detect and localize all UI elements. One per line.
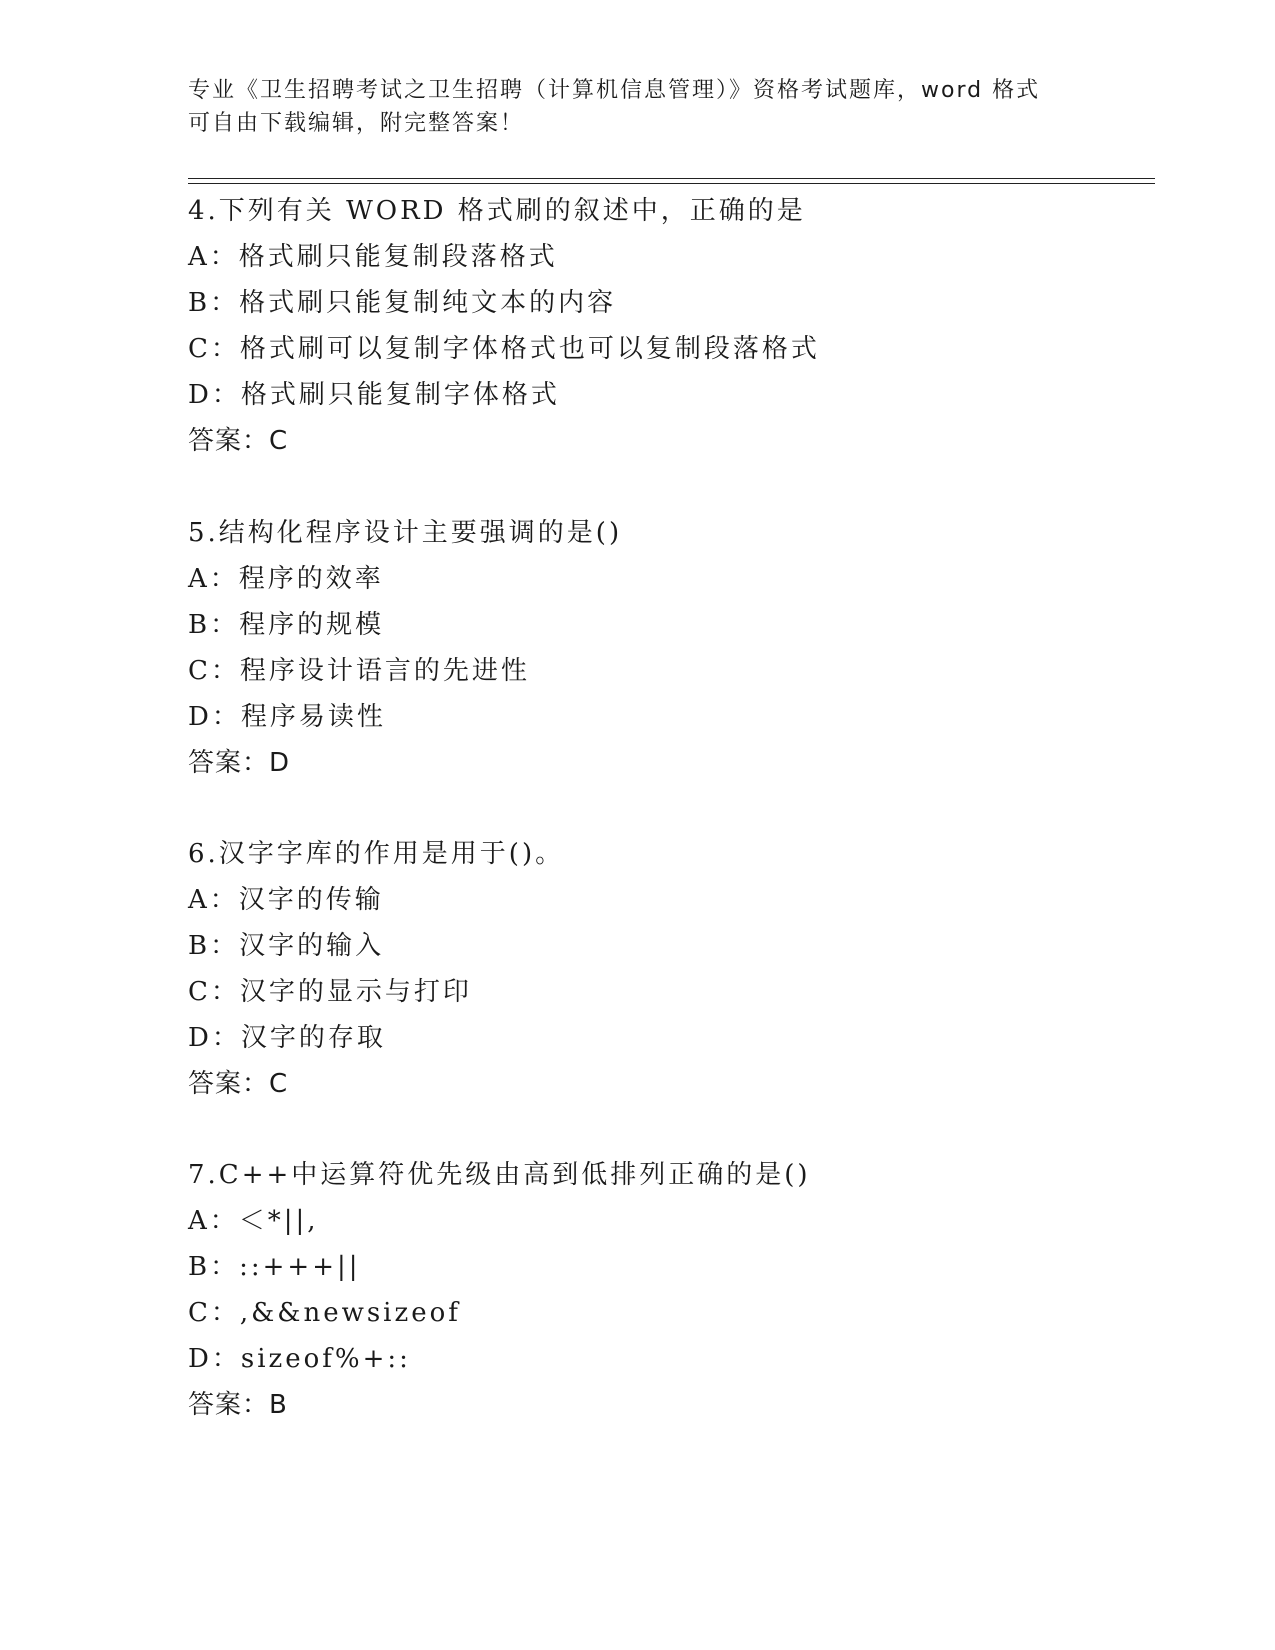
header-line-1: 专业《卫生招聘考试之卫生招聘（计算机信息管理）》资格考试题库，word 格式 [188,78,1041,103]
question-4 [188,188,1148,464]
option-b: B：格式刷只能复制纯文本的内容 [188,288,617,318]
answer: 答案：C [188,426,289,456]
question-stem: 4.下列有关 WORD 格式刷的叙述中，正确的是 [188,196,806,226]
answer: 答案：D [188,748,291,778]
option-d: D：格式刷只能复制字体格式 [188,380,560,410]
option-b: B：::+++|| [188,1252,361,1282]
answer: 答案：C [188,1069,289,1099]
question-7 [188,1152,1148,1428]
header-divider-top [188,178,1155,179]
document-header [188,74,1088,140]
option-b: B：汉字的输入 [188,931,385,961]
option-c: C：,&&newsizeof [188,1298,461,1328]
header-divider-bottom [188,183,1155,184]
question-stem: 7.C++中运算符优先级由高到低排列正确的是() [188,1160,811,1190]
option-c: C：格式刷可以复制字体格式也可以复制段落格式 [188,334,820,364]
option-a: A：汉字的传输 [188,885,384,915]
question-6 [188,831,1148,1107]
option-a: A：格式刷只能复制段落格式 [188,242,558,272]
header-line-2: 可自由下载编辑，附完整答案！ [188,111,525,136]
question-stem: 5.结构化程序设计主要强调的是() [188,518,623,548]
option-a: A：程序的效率 [188,564,384,594]
option-d: D：程序易读性 [188,702,386,732]
option-b: B：程序的规模 [188,610,385,640]
answer: 答案：B [188,1390,288,1420]
option-d: D：sizeof%+:: [188,1344,411,1374]
option-a: A：＜*||, [188,1206,319,1236]
option-d: D：汉字的存取 [188,1023,386,1053]
option-c: C：汉字的显示与打印 [188,977,472,1007]
question-5 [188,510,1148,786]
option-c: C：程序设计语言的先进性 [188,656,530,686]
question-stem: 6.汉字字库的作用是用于()。 [188,839,565,869]
